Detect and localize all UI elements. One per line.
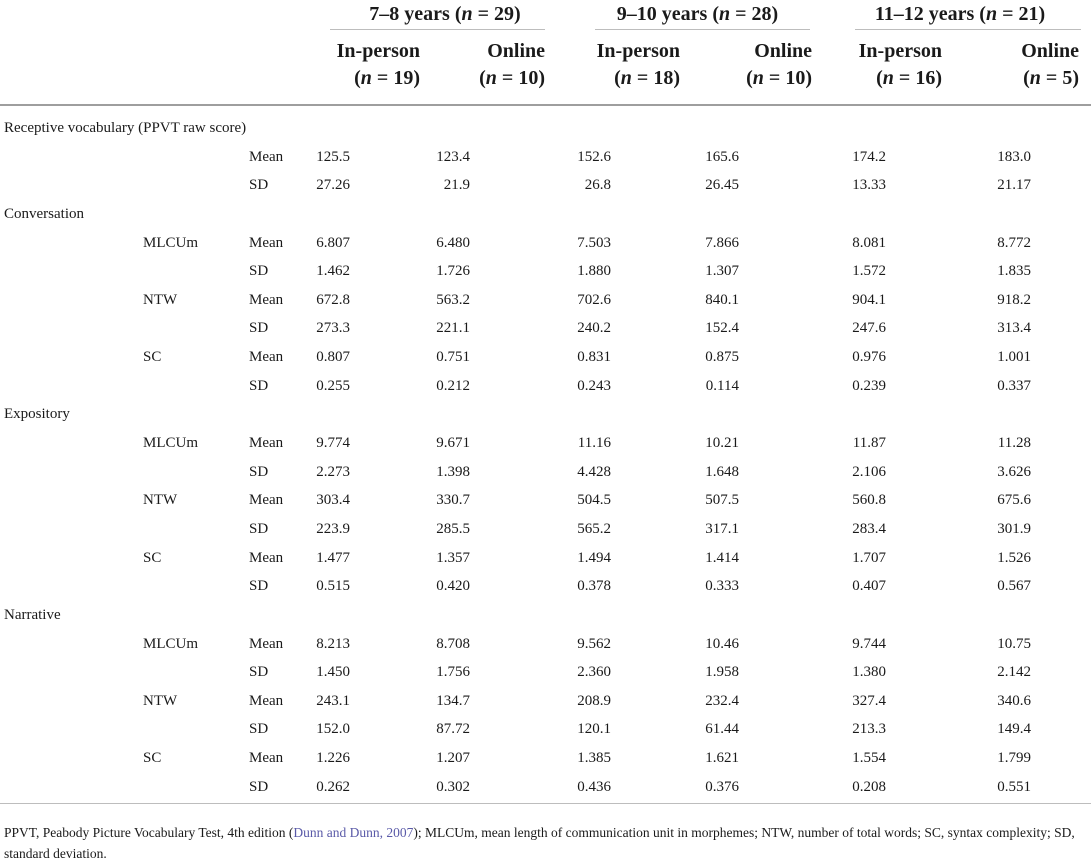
- value-cell: 1.380: [852, 664, 886, 681]
- measure-label: MLCUm: [143, 435, 199, 452]
- value-cell: 1.398: [436, 463, 470, 480]
- value-cell: 61.44: [705, 721, 739, 738]
- subcol-header: In-person (n = 16): [858, 40, 942, 89]
- value-cell: 1.226: [316, 750, 350, 767]
- value-cell: 2.273: [316, 463, 350, 480]
- value-cell: 507.5: [705, 492, 739, 509]
- table-footnote: PPVT, Peabody Picture Vocabulary Test, 4th edition (Dunn and Dunn, 2007); MLCUm, mean length of communication unit in morphemes; NTW, number of total words; SC, syntax complexity; SD, standard deviation.: [4, 825, 1075, 861]
- stat-label: Mean: [249, 635, 284, 652]
- value-cell: 13.33: [852, 177, 886, 194]
- stat-label: Mean: [249, 492, 284, 509]
- value-cell: 303.4: [316, 492, 350, 509]
- table-row: [0, 171, 1091, 200]
- value-cell: 7.866: [705, 234, 739, 251]
- value-cell: 9.671: [436, 435, 470, 452]
- group-header-9-10: 9–10 years (n = 28): [616, 3, 779, 25]
- measure-label: SC: [143, 549, 162, 566]
- value-cell: 285.5: [436, 520, 470, 537]
- value-cell: 8.081: [852, 234, 886, 251]
- value-cell: 1.648: [705, 463, 739, 480]
- stat-label: SD: [249, 377, 269, 394]
- value-cell: 0.255: [316, 377, 350, 394]
- value-cell: 221.1: [436, 320, 470, 337]
- value-cell: 840.1: [705, 291, 739, 308]
- table-row: [0, 544, 1091, 573]
- value-cell: 1.385: [577, 750, 611, 767]
- value-cell: 918.2: [997, 291, 1031, 308]
- value-cell: 3.626: [997, 463, 1031, 480]
- value-cell: 120.1: [577, 721, 611, 738]
- measure-label: SC: [143, 349, 162, 366]
- value-cell: 0.262: [316, 778, 350, 795]
- subcol-header: Online (n = 10): [479, 40, 545, 89]
- value-cell: 330.7: [436, 492, 470, 509]
- value-cell: 2.142: [997, 664, 1031, 681]
- value-cell: 0.551: [997, 778, 1031, 795]
- table-row: [0, 486, 1091, 515]
- group-header-11-12: 11–12 years (n = 21): [874, 3, 1046, 25]
- table-row: [0, 630, 1091, 659]
- value-cell: 0.376: [705, 778, 739, 795]
- value-cell: 565.2: [577, 520, 611, 537]
- value-cell: 0.420: [436, 578, 470, 595]
- table-row: [0, 458, 1091, 487]
- value-cell: 1.799: [997, 750, 1031, 767]
- stat-label: Mean: [249, 549, 284, 566]
- value-cell: 9.562: [577, 635, 611, 652]
- value-cell: 1.572: [852, 263, 886, 280]
- value-cell: 504.5: [577, 492, 611, 509]
- value-cell: 2.106: [852, 463, 886, 480]
- value-cell: 27.26: [316, 177, 350, 194]
- value-cell: 152.4: [705, 320, 739, 337]
- measure-label: NTW: [143, 492, 178, 509]
- stat-label: Mean: [249, 750, 284, 767]
- value-cell: 213.3: [852, 721, 886, 738]
- table-row: [0, 400, 1091, 429]
- stat-label: Mean: [249, 349, 284, 366]
- value-cell: 11.87: [852, 435, 886, 452]
- value-cell: 26.45: [705, 177, 739, 194]
- value-cell: 0.831: [577, 349, 611, 366]
- measure-label: NTW: [143, 291, 178, 308]
- value-cell: 7.503: [577, 234, 611, 251]
- value-cell: 1.726: [436, 263, 470, 280]
- value-cell: 317.1: [705, 520, 739, 537]
- subcol-header: Online (n = 10): [746, 40, 812, 89]
- value-cell: 183.0: [997, 148, 1031, 165]
- value-cell: 672.8: [316, 291, 350, 308]
- value-cell: 1.450: [316, 664, 350, 681]
- stat-label: SD: [249, 778, 269, 795]
- value-cell: 0.751: [436, 349, 470, 366]
- group-header-7-8: 7–8 years (n = 29): [369, 3, 521, 25]
- value-cell: 11.28: [997, 435, 1031, 452]
- value-cell: 240.2: [577, 320, 611, 337]
- table-row: [0, 257, 1091, 286]
- value-cell: 1.307: [705, 263, 739, 280]
- value-cell: 0.114: [705, 377, 739, 394]
- value-cell: 702.6: [577, 291, 611, 308]
- value-cell: 11.16: [577, 435, 611, 452]
- value-cell: 4.428: [577, 463, 611, 480]
- table-row: [0, 658, 1091, 687]
- value-cell: 1.756: [436, 664, 470, 681]
- value-cell: 134.7: [436, 692, 470, 709]
- value-cell: 1.477: [316, 549, 350, 566]
- value-cell: 9.774: [316, 435, 350, 452]
- value-cell: 21.17: [997, 177, 1031, 194]
- value-cell: 0.976: [852, 349, 886, 366]
- value-cell: 232.4: [705, 692, 739, 709]
- value-cell: 1.357: [436, 549, 470, 566]
- value-cell: 8.772: [997, 234, 1031, 251]
- table-row: [0, 715, 1091, 744]
- value-cell: 560.8: [852, 492, 886, 509]
- value-cell: 340.6: [997, 692, 1031, 709]
- group-underline-7-8: [330, 29, 545, 30]
- value-cell: 223.9: [316, 520, 350, 537]
- table-body: [0, 114, 1091, 801]
- table-row: [0, 143, 1091, 172]
- value-cell: 10.46: [705, 635, 739, 652]
- value-cell: 8.213: [316, 635, 350, 652]
- value-cell: 0.875: [705, 349, 739, 366]
- table-row: [0, 572, 1091, 601]
- section-label: Expository: [4, 406, 70, 423]
- group-underline-9-10: [595, 29, 810, 30]
- value-cell: 904.1: [852, 291, 886, 308]
- value-cell: 675.6: [997, 492, 1031, 509]
- value-cell: 283.4: [852, 520, 886, 537]
- measure-label: NTW: [143, 692, 178, 709]
- value-cell: 273.3: [316, 320, 350, 337]
- value-cell: 0.302: [436, 778, 470, 795]
- value-cell: 1.526: [997, 549, 1031, 566]
- value-cell: 1.554: [852, 750, 886, 767]
- stat-label: SD: [249, 177, 269, 194]
- value-cell: 0.243: [577, 377, 611, 394]
- group-underline-11-12: [855, 29, 1081, 30]
- value-cell: 247.6: [852, 320, 886, 337]
- citation-link[interactable]: Dunn and Dunn, 2007: [293, 825, 414, 840]
- value-cell: 9.744: [852, 635, 886, 652]
- value-cell: 10.21: [705, 435, 739, 452]
- measure-label: SC: [143, 750, 162, 767]
- stat-label: SD: [249, 664, 269, 681]
- value-cell: 243.1: [316, 692, 350, 709]
- subcol-header: In-person (n = 18): [596, 40, 680, 89]
- value-cell: 0.239: [852, 377, 886, 394]
- stat-label: SD: [249, 463, 269, 480]
- header-rule: [0, 104, 1091, 106]
- value-cell: 0.208: [852, 778, 886, 795]
- value-cell: 1.958: [705, 664, 739, 681]
- footer-rule: [0, 803, 1091, 804]
- table-row: [0, 343, 1091, 372]
- stat-label: Mean: [249, 148, 284, 165]
- value-cell: 208.9: [577, 692, 611, 709]
- measure-label: MLCUm: [143, 635, 199, 652]
- value-cell: 10.75: [997, 635, 1031, 652]
- value-cell: 149.4: [997, 721, 1031, 738]
- subcol-header: Online (n = 5): [1021, 40, 1079, 89]
- value-cell: 1.462: [316, 263, 350, 280]
- value-cell: 8.708: [436, 635, 470, 652]
- value-cell: 1.707: [852, 549, 886, 566]
- table-row: [0, 200, 1091, 229]
- table-row: [0, 229, 1091, 258]
- value-cell: 6.807: [316, 234, 350, 251]
- table-row: [0, 372, 1091, 401]
- subcol-header: In-person (n = 19): [336, 40, 420, 89]
- value-cell: 1.494: [577, 549, 611, 566]
- table-row: [0, 114, 1091, 143]
- value-cell: 0.407: [852, 578, 886, 595]
- section-label: Conversation: [4, 205, 84, 222]
- table-row: [0, 429, 1091, 458]
- value-cell: 1.621: [705, 750, 739, 767]
- value-cell: 1.880: [577, 263, 611, 280]
- value-cell: 6.480: [436, 234, 470, 251]
- table-row: [0, 314, 1091, 343]
- value-cell: 21.9: [443, 177, 470, 194]
- value-cell: 152.0: [316, 721, 350, 738]
- value-cell: 152.6: [577, 148, 611, 165]
- stat-label: Mean: [249, 435, 284, 452]
- table-row: [0, 744, 1091, 773]
- value-cell: 0.378: [577, 578, 611, 595]
- stat-label: SD: [249, 578, 269, 595]
- stat-label: Mean: [249, 234, 284, 251]
- value-cell: 1.207: [436, 750, 470, 767]
- table-row: [0, 515, 1091, 544]
- table-row: [0, 773, 1091, 802]
- table-row: [0, 687, 1091, 716]
- value-cell: 0.337: [997, 377, 1031, 394]
- value-cell: 2.360: [577, 664, 611, 681]
- value-cell: 174.2: [852, 148, 886, 165]
- section-label: Receptive vocabulary (PPVT raw score): [4, 120, 247, 136]
- value-cell: 0.333: [705, 578, 739, 595]
- value-cell: 1.835: [997, 263, 1031, 280]
- value-cell: 0.212: [436, 377, 470, 394]
- value-cell: 0.807: [316, 349, 350, 366]
- value-cell: 313.4: [997, 320, 1031, 337]
- value-cell: 301.9: [997, 520, 1031, 537]
- stat-label: SD: [249, 263, 269, 280]
- value-cell: 1.001: [997, 349, 1031, 366]
- table-row: [0, 286, 1091, 315]
- stat-label: SD: [249, 520, 269, 537]
- value-cell: 87.72: [436, 721, 470, 738]
- value-cell: 26.8: [584, 177, 611, 194]
- table-row: [0, 601, 1091, 630]
- value-cell: 327.4: [852, 692, 886, 709]
- value-cell: 165.6: [705, 148, 739, 165]
- section-label: Narrative: [4, 606, 61, 623]
- stat-label: SD: [249, 721, 269, 738]
- stat-label: SD: [249, 320, 269, 337]
- value-cell: 125.5: [316, 148, 350, 165]
- value-cell: 0.436: [577, 778, 611, 795]
- measure-label: MLCUm: [143, 234, 199, 251]
- value-cell: 563.2: [436, 291, 470, 308]
- stat-label: Mean: [249, 692, 284, 709]
- value-cell: 123.4: [436, 148, 470, 165]
- value-cell: 0.515: [316, 578, 350, 595]
- value-cell: 1.414: [705, 549, 739, 566]
- value-cell: 0.567: [997, 578, 1031, 595]
- stat-label: Mean: [249, 291, 284, 308]
